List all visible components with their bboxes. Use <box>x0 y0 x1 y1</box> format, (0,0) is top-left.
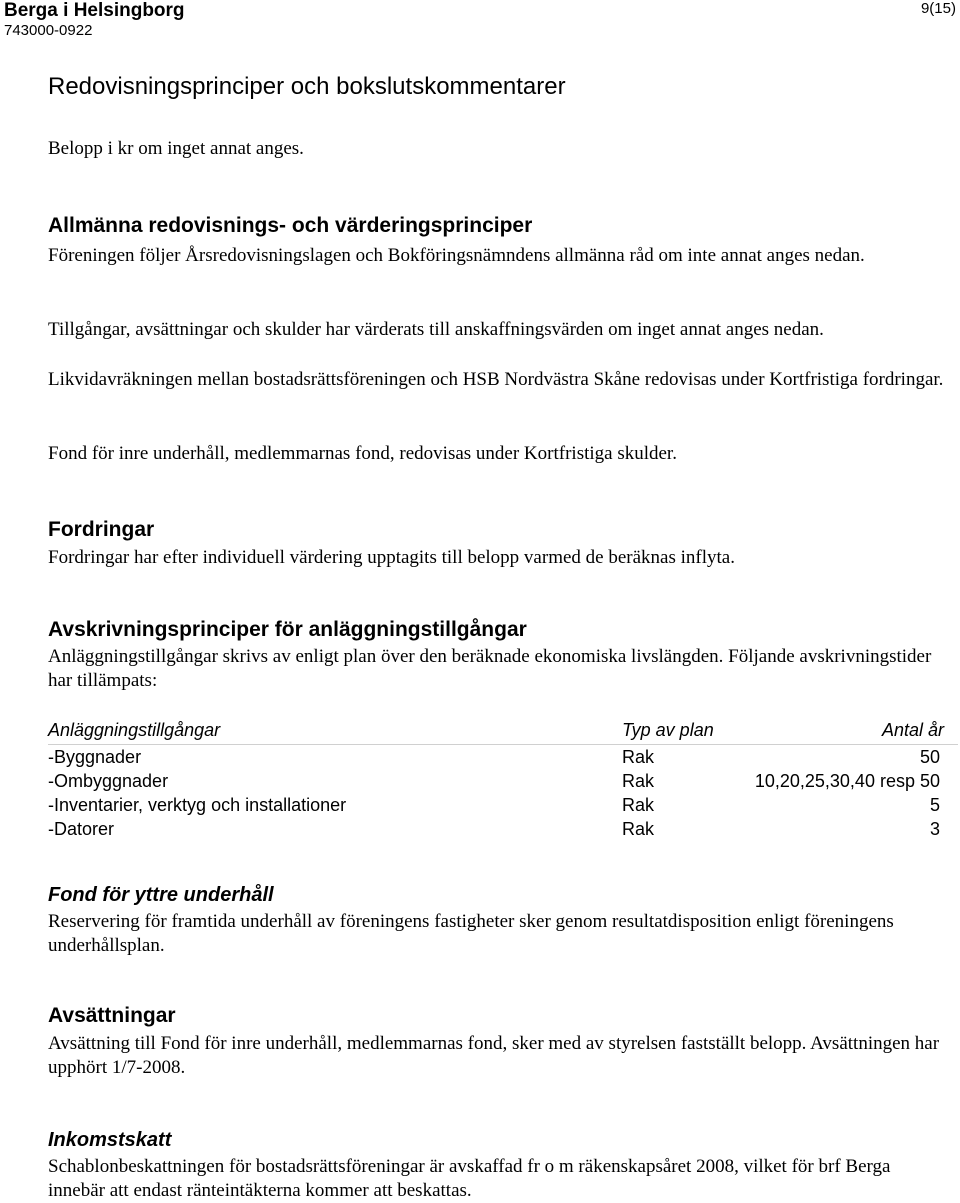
depreciation-table <box>48 718 958 841</box>
table-row <box>48 817 958 841</box>
plan-type-cell: Rak <box>622 771 655 791</box>
years-cell: 50 <box>919 747 940 767</box>
column-header-asset: Anläggningstillgångar <box>48 720 221 740</box>
plan-type-cell: Rak <box>622 747 655 767</box>
asset-cell: -Ombyggnader <box>48 771 169 791</box>
page-number: 9(15) <box>920 0 956 17</box>
years-cell: 3 <box>929 819 940 839</box>
paragraph-accounting-law: Föreningen följer Årsredovisningslagen och Bokföringsnämndens allmänna råd om inte annat anges nedan. <box>48 245 865 266</box>
amount-note: Belopp i kr om inget annat anges. <box>48 138 304 159</box>
plan-type-cell: Rak <box>622 819 655 839</box>
paragraph-external-maintenance-fund: Reservering för framtida underhåll av föreningens fastigheter sker genom resultatdisposition enligt föreningens underhållsplan. <box>48 911 894 956</box>
paragraph-receivables: Fordringar har efter individuell värdering upptagits till belopp varmed de beräknas inflyta. <box>48 547 735 568</box>
plan-type-cell: Rak <box>622 795 655 815</box>
organization-name: Berga i Helsingborg <box>4 0 185 21</box>
section-heading-provisions: Avsättningar <box>48 1004 176 1027</box>
section-heading-general-principles: Allmänna redovisnings- och värderingsprinciper <box>48 214 533 237</box>
years-cell: 5 <box>929 795 940 815</box>
section-heading-depreciation: Avskrivningsprinciper för anläggningstillgångar <box>48 618 527 641</box>
section-heading-external-maintenance-fund: Fond för yttre underhåll <box>48 884 274 906</box>
page-title: Redovisningsprinciper och bokslutskommentarer <box>48 73 566 100</box>
paragraph-income-tax: Schablonbeskattningen för bostadsrättsföreningar är avskaffad fr o m räkenskapsåret 2008, vilket för brf Berga innebär att endast ränteintäkterna kommer att beskattas. <box>48 1156 891 1201</box>
table-row <box>48 745 958 769</box>
table-row <box>48 793 958 817</box>
asset-cell: -Datorer <box>48 819 115 839</box>
paragraph-settlement: Likvidavräkningen mellan bostadsrättsföreningen och HSB Nordvästra Skåne redovisas under Kortfristiga fordringar. <box>48 369 944 390</box>
table-header-row <box>48 718 958 745</box>
paragraph-depreciation: Anläggningstillgångar skrivs av enligt plan över den beräknade ekonomiska livslängden. Följande avskrivningstider har tillämpats: <box>48 646 932 691</box>
column-header-years: Antal år <box>881 720 944 740</box>
organization-number: 743000-0922 <box>4 22 93 39</box>
paragraph-internal-fund: Fond för inre underhåll, medlemmarnas fond, redovisas under Kortfristiga skulder. <box>48 443 677 464</box>
years-cell: 10,20,25,30,40 resp 50 <box>754 771 940 791</box>
paragraph-valuation: Tillgångar, avsättningar och skulder har värderats till anskaffningsvärden om inget annat anges nedan. <box>48 319 824 340</box>
column-header-plan-type: Typ av plan <box>622 720 714 740</box>
paragraph-provisions: Avsättning till Fond för inre underhåll, medlemmarnas fond, sker med av styrelsen fastställt belopp. Avsättningen har upphört 1/7-2008. <box>48 1033 940 1078</box>
section-heading-receivables: Fordringar <box>48 518 155 541</box>
asset-cell: -Byggnader <box>48 747 142 767</box>
asset-cell: -Inventarier, verktyg och installationer <box>48 795 347 815</box>
section-heading-income-tax: Inkomstskatt <box>48 1129 172 1151</box>
table-row <box>48 769 958 793</box>
